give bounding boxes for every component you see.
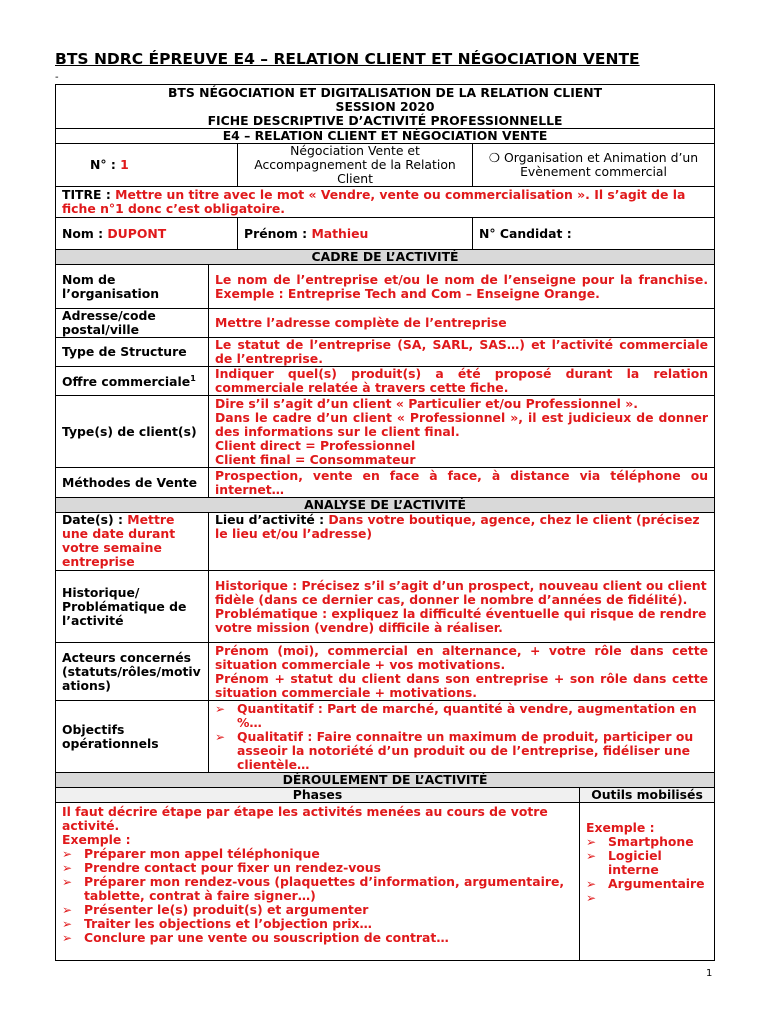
analyse-section-title: ANALYSE DE L’ACTIVITÉ — [56, 498, 715, 513]
step-6: Conclure par une vente ou souscription de contrat… — [84, 930, 449, 945]
option-nego-vente-label: Négociation Vente et Accompagnement de la Relation Client — [254, 143, 456, 186]
list-item — [586, 849, 708, 877]
deroulement-section-title: DÉROULEMENT DE L’ACTIVITÉ — [56, 773, 715, 788]
objectifs-value-cell — [209, 701, 715, 773]
cadre-label-adresse: Adresse/code postal/ville — [56, 309, 209, 338]
arrow-bullet-icon: ➢ — [586, 849, 597, 863]
outil-3: Argumentaire — [608, 876, 705, 891]
dates-cell — [56, 513, 209, 571]
acteurs-text2: Prénom + statut du client dans son entreprise + son rôle dans cette situation commerciale + motivations. — [215, 670, 709, 700]
clients-line4: Client final = Consommateur — [215, 451, 416, 467]
clients-line3: Client direct = Professionnel — [215, 437, 416, 453]
arrow-bullet-icon: ➢ — [586, 891, 597, 905]
footnote-marker: 1 — [190, 374, 196, 384]
acteurs-text1: Prénom (moi), commercial en alternance, + votre rôle dans cette situation commerciale + vos motivations. — [215, 642, 709, 672]
offre-label-text: Offre commerciale — [62, 374, 191, 390]
list-item — [215, 730, 708, 772]
arrow-bullet-icon: ➢ — [62, 917, 73, 931]
nom-label: Nom : — [62, 225, 104, 241]
arrow-bullet-icon: ➢ — [62, 847, 73, 861]
option-evenement[interactable] — [473, 144, 715, 187]
arrow-bullet-icon: ➢ — [62, 931, 73, 945]
candidat-label: N° Candidat : — [479, 225, 572, 241]
cadre-value-structure: Le statut de l’entreprise (SA, SARL, SAS…) et l’activité commerciale de l’entreprise. — [209, 338, 715, 367]
nom-value: DUPONT — [107, 225, 167, 241]
list-item — [586, 877, 708, 891]
prenom-value: Mathieu — [311, 225, 369, 241]
step-4: Présenter le(s) produit(s) et argumenter — [84, 902, 369, 917]
titre-text: Mettre un titre avec le mot « Vendre, vente ou commercialisation ». Il s’agit de la fiche n°1 donc c’est obligatoire. — [62, 187, 686, 216]
arrow-bullet-icon: ➢ — [215, 729, 226, 744]
cadre-label-structure: Type de Structure — [56, 338, 209, 367]
arrow-bullet-icon: ➢ — [62, 903, 73, 917]
numero-value: 1 — [120, 157, 129, 172]
arrow-bullet-icon: ➢ — [586, 835, 597, 849]
acteurs-label: Acteurs concernés (statuts/rôles/motivations) — [56, 643, 209, 701]
historique-label: Historique/ Problématique de l’activité — [56, 571, 209, 643]
list-item — [215, 702, 708, 730]
cadre-label-offre — [56, 367, 209, 396]
objectif-quantitatif: Quantitatif : Part de marché, quantité à vendre, augmentation en %… — [237, 700, 697, 730]
dates-label: Date(s) : — [62, 512, 123, 527]
list-item — [62, 903, 573, 917]
outil-1: Smartphone — [608, 834, 694, 849]
lieu-value: Dans votre boutique, agence, chez le client (précisez le lieu et/ou l’adresse) — [215, 512, 700, 541]
cadre-label-clients: Type(s) de client(s) — [56, 396, 209, 468]
cadre-value-organisation: Le nom de l’entreprise et/ou le nom de l’enseigne pour la franchise. Exemple : Entreprise Tech and Com – Enseigne Orange. — [209, 265, 715, 309]
radio-circle-icon[interactable]: ❍ — [488, 150, 501, 165]
problematique-text: Problématique : expliquez la difficulté éventuelle qui risque de rendre votre mission (vendre) difficile à réaliser. — [215, 605, 707, 635]
arrow-bullet-icon: ➢ — [62, 861, 73, 875]
step-2: Prendre contact pour fixer un rendez-vous — [84, 860, 381, 875]
header-line1: BTS NÉGOCIATION ET DIGITALISATION DE LA RELATION CLIENT — [167, 84, 603, 100]
prenom-label: Prénom : — [244, 225, 308, 241]
dates-value: Mettre une date durant votre semaine entreprise — [62, 512, 176, 569]
lieu-cell — [209, 513, 715, 571]
step-3: Préparer mon rendez-vous (plaquettes d’information, argumentaire, tablette, contrat à faire signer…) — [84, 874, 565, 903]
phases-header: Phases — [56, 788, 580, 803]
historique-text: Historique : Précisez s’il s’agit d’un prospect, nouveau client ou client fidèle (dans ce dernier cas, donner le nombre d’années de fidélité). — [215, 577, 707, 607]
titre-cell — [56, 187, 715, 218]
phases-intro: Il faut décrire étape par étape les activités menées au cours de votre activité. — [62, 804, 548, 833]
numero-label: N° : — [90, 157, 116, 172]
header-session: SESSION 2020 — [335, 98, 435, 114]
cadre-label-organisation: Nom de l’organisation — [56, 265, 209, 309]
header-fiche: FICHE DESCRIPTIVE D’ACTIVITÉ PROFESSIONNELLE — [207, 112, 563, 128]
list-item — [62, 931, 573, 945]
historique-value-cell — [209, 571, 715, 643]
list-item — [62, 847, 573, 861]
cadre-label-methodes: Méthodes de Vente — [56, 468, 209, 498]
outils-exemple-label: Exemple : — [586, 820, 655, 835]
cadre-value-offre: Indiquer quel(s) produit(s) a été proposé durant la relation commerciale relatée à travers cette fiche. — [209, 367, 715, 396]
cadre-section-title: CADRE DE L’ACTIVITÉ — [56, 250, 715, 265]
objectif-qualitatif: Qualitatif : Faire connaitre un maximum de produit, participer ou asseoir la notoriété d’un produit ou de l’entreprise, fidéliser une clientèle… — [237, 728, 694, 772]
option-evenement-label: Organisation et Animation d’un Evènement commercial — [503, 150, 699, 179]
list-item — [62, 861, 573, 875]
header-block — [56, 85, 715, 129]
list-item — [586, 835, 708, 849]
outil-2: Logiciel interne — [608, 848, 662, 877]
cadre-value-clients — [209, 396, 715, 468]
titre-label: TITRE : — [62, 187, 111, 202]
step-1: Préparer mon appel téléphonique — [84, 846, 320, 861]
cadre-value-methodes: Prospection, vente en face à face, à distance via téléphone ou internet… — [209, 468, 715, 498]
outils-cell — [580, 803, 715, 961]
dash-mark: - — [55, 72, 59, 83]
outils-header: Outils mobilisés — [580, 788, 715, 803]
list-item — [62, 875, 573, 903]
phases-exemple-label: Exemple : — [62, 832, 131, 847]
acteurs-value-cell — [209, 643, 715, 701]
arrow-bullet-icon: ➢ — [586, 877, 597, 891]
page-number: 1 — [706, 968, 713, 979]
lieu-label: Lieu d’activité : — [215, 512, 325, 527]
clients-line2: Dans le cadre d’un client « Professionnel », il est judicieux de donner des informations sur le client final. — [215, 409, 709, 439]
nom-cell — [56, 218, 238, 250]
cadre-value-adresse: Mettre l’adresse complète de l’entreprise — [209, 309, 715, 338]
numero-cell — [56, 144, 238, 187]
objectifs-label: Objectifs opérationnels — [56, 701, 209, 773]
candidat-cell — [473, 218, 715, 250]
list-item — [62, 917, 573, 931]
fiche-table — [55, 84, 715, 961]
page-heading: BTS NDRC ÉPREUVE E4 – RELATION CLIENT ET NÉGOCIATION VENTE — [55, 50, 640, 68]
option-nego-vente[interactable] — [238, 144, 473, 187]
header-epreuve: E4 – RELATION CLIENT ET NÉGOCIATION VENTE — [56, 129, 715, 144]
phases-cell — [56, 803, 580, 961]
arrow-bullet-icon: ➢ — [62, 875, 73, 889]
step-5: Traiter les objections et l’objection prix… — [84, 916, 372, 931]
arrow-bullet-icon: ➢ — [215, 701, 226, 716]
prenom-cell — [238, 218, 473, 250]
clients-line1: Dire s’il s’agit d’un client « Particulier et/ou Professionnel ». — [215, 395, 638, 411]
